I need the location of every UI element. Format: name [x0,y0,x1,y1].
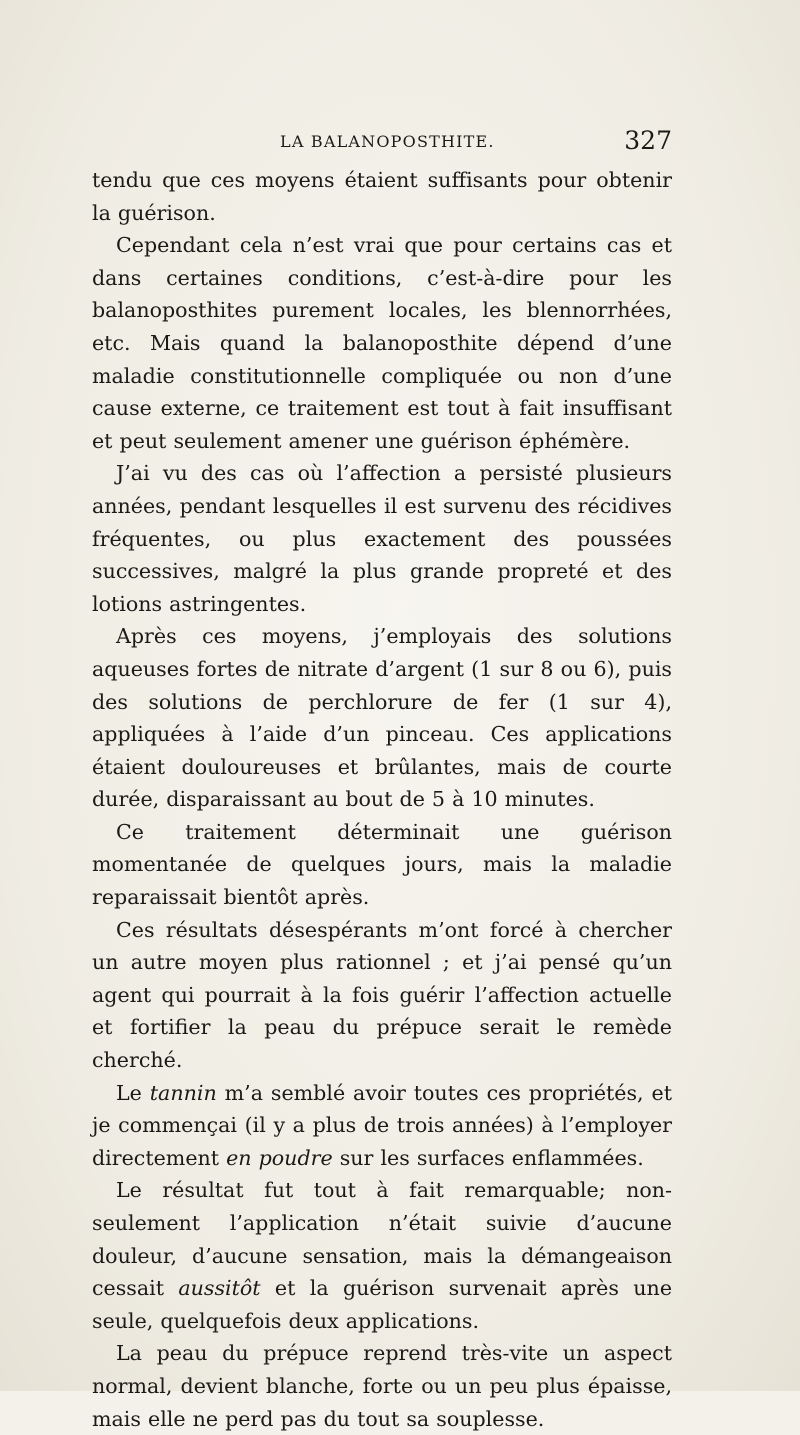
page-number: 327 [624,126,672,155]
paragraph-8 [92,1174,672,1337]
body-text [92,164,672,1435]
paragraph-6-text: Ces résultats désespérants m’ont forcé à chercher un autre moyen plus rationnel ; et j’ai pensé qu’un agent qui pourrait à la fois guérir l’affection actuelle et fortifier la peau du prépuce serait le remède cherché. [92,917,672,1073]
paragraph-5 [92,816,672,914]
paragraph-9-text: La peau du prépuce reprend très-vite un aspect normal, devient blanche, forte ou un peu plus épaisse, mais elle ne perd pas du tout sa souplesse. [92,1341,672,1431]
paragraph-1 [92,164,672,229]
running-head: LA BALANOPOSTHITE. [280,132,495,151]
paragraph-6 [92,914,672,1077]
paragraph-7-text-b: m’a semblé avoir toutes ces propriétés, et je commençai (il y a plus de trois années) à l’employer directement [92,1080,672,1170]
paragraph-8-text-a: Le résultat fut tout à fait remarquable; non-seulement l’application n’était suivie d’aucune douleur, d’aucune sensation, mais la démangeaison cessait [92,1178,672,1301]
paragraph-3-text: J’ai vu des cas où l’affection a persisté plusieurs années, pendant lesquelles il est survenu des récidives fréquentes, ou plus exactement des poussées successives, malgré la plus grande propreté et des lotions astringentes. [92,461,672,616]
paragraph-7-emphasis-tannin: tannin [149,1080,217,1105]
paragraph-7-text-c: sur les surfaces enflammées. [332,1145,644,1170]
paragraph-7 [92,1077,672,1175]
paragraph-7-text-a: Le [116,1080,150,1105]
paragraph-8-text-b: et la guérison survenait après une seule, quelquefois deux applications. [92,1276,673,1333]
paragraph-3 [92,457,672,620]
paragraph-9 [92,1337,672,1435]
paragraph-4 [92,620,672,816]
paragraph-2-text: Cependant cela n’est vrai que pour certains cas et dans certaines conditions, c’est-à-dire pour les balanoposthites purement locales, les blennorrhées, etc. Mais quand la balanoposthite dépend d’une maladie constitutionnelle compliquée ou non d’une cause externe, ce traitement est tout à fait insuffisant et peut seulement amener une guérison éphémère. [92,233,672,453]
paragraph-5-text: Ce traitement déterminait une guérison momentanée de quelques jours, mais la maladie reparaissait bientôt après. [92,819,672,910]
paragraph-2 [92,229,672,457]
paragraph-7-emphasis-en-poudre: en poudre [226,1145,333,1170]
paragraph-8-emphasis-aussitot: aussitôt [178,1276,261,1301]
page-header [92,126,672,160]
paragraph-1-text: tendu que ces moyens étaient suffisants pour obtenir la guérison. [92,168,672,225]
paragraph-4-text: Après ces moyens, j’employais des solutions aqueuses fortes de nitrate d’argent (1 sur 8 ou 6), puis des solutions de perchlorure de fer (1 sur 4), appliquées à l’aide d’un pinceau. Ces applications étaient douloureuses et brûlantes, mais de courte durée, disparaissant au bout de 5 à 10 minutes. [92,624,672,812]
